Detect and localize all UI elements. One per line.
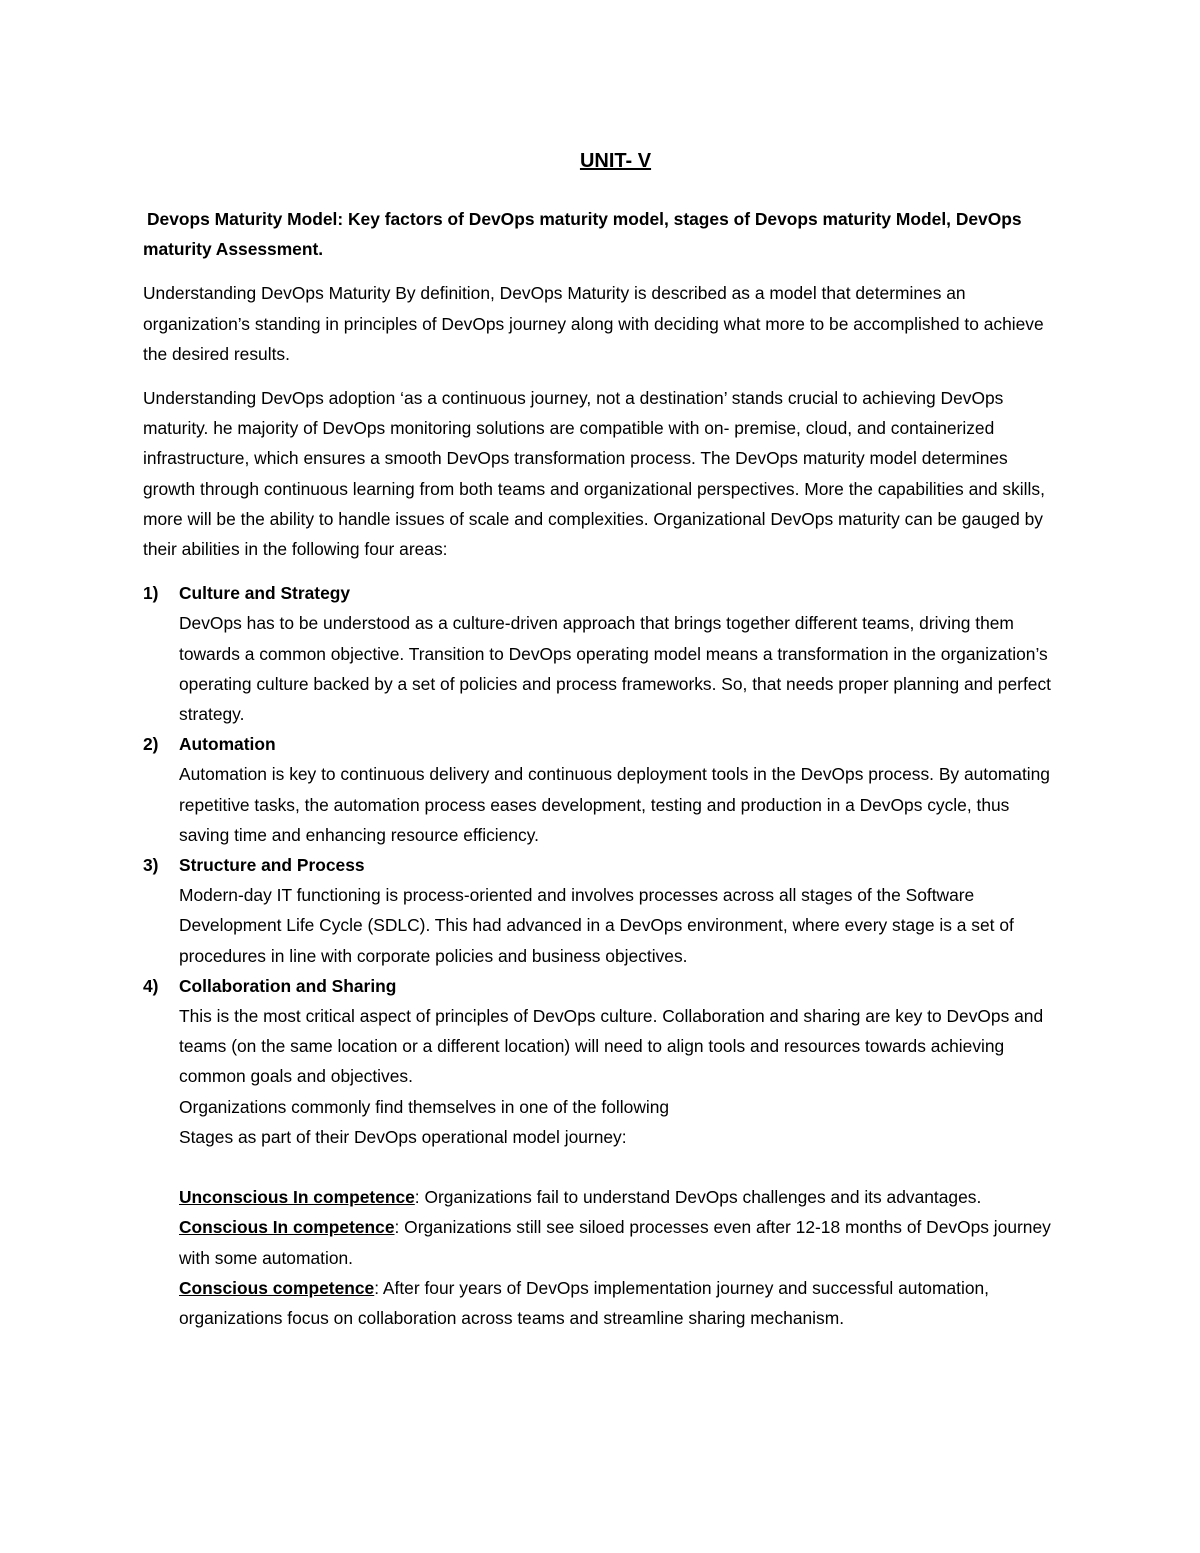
list-number: 2) <box>143 734 159 755</box>
factor-extra-line: Stages as part of their DevOps operational model journey: <box>179 1126 627 1147</box>
stage-description: : Organizations still see siloed processes even after 12-18 months of DevOps journey with some automation. <box>179 1217 1051 1268</box>
factor-heading: Culture and Strategy <box>179 583 351 604</box>
list-item <box>143 971 1058 1152</box>
factor-body: DevOps has to be understood as a culture-driven approach that brings together different teams, driving them towards a common objective. Transition to DevOps operating model means a transformation in the organization’s operating culture backed by a set of policies and process frameworks. So, that needs proper planning and perfect strategy. <box>179 613 1051 725</box>
stage-term: Unconscious In competence <box>179 1187 415 1208</box>
unit-subtitle: Devops Maturity Model: Key factors of DevOps maturity model, stages of Devops maturity Model, DevOps maturity Assessment. <box>143 209 1022 260</box>
list-number: 1) <box>143 583 159 604</box>
factors-list <box>143 578 1058 1152</box>
document-content <box>143 140 1058 1333</box>
paragraph-adoption: Understanding DevOps adoption ‘as a continuous journey, not a destination’ stands crucial to achieving DevOps maturity. he majority of DevOps monitoring solutions are compatible with on- premise, cloud, and containerized infrastructure, which ensures a smooth DevOps transformation process. The DevOps maturity model determines growth through continuous learning from both teams and organizational perspectives. More the capabilities and skills, more will be the ability to handle issues of scale and complexities. Organizational DevOps maturity can be gauged by their abilities in the following four areas: <box>143 388 1045 560</box>
stage-item <box>179 1273 1058 1333</box>
list-number: 3) <box>143 855 159 876</box>
stage-term: Conscious competence <box>179 1277 375 1298</box>
factor-heading: Automation <box>179 734 276 755</box>
factor-heading: Structure and Process <box>179 855 365 876</box>
list-item <box>143 578 1058 729</box>
stage-description: : After four years of DevOps implementation journey and successful automation, organizations focus on collaboration across teams and streamline sharing mechanism. <box>179 1277 989 1328</box>
stage-item <box>179 1212 1058 1272</box>
factor-body: Automation is key to continuous delivery and continuous deployment tools in the DevOps process. By automating repetitive tasks, the automation process eases development, testing and production in a DevOps cycle, thus saving time and enhancing resource efficiency. <box>179 764 1050 845</box>
factor-heading: Collaboration and Sharing <box>179 975 397 996</box>
list-item <box>143 729 1058 850</box>
stage-description: : Organizations fail to understand DevOps challenges and its advantages. <box>414 1187 982 1208</box>
page-title: UNIT- V <box>579 150 652 172</box>
stage-term: Conscious In competence <box>179 1217 395 1238</box>
factor-extra-line: Organizations commonly find themselves in one of the following <box>179 1096 670 1117</box>
factor-body: Modern-day IT functioning is process-oriented and involves processes across all stages of the Software Development Life Cycle (SDLC). This had advanced in a DevOps environment, where every stage is a set of procedures in line with corporate policies and business objectives. <box>179 885 1014 966</box>
stage-item <box>179 1182 1058 1212</box>
stages-list <box>179 1182 1058 1333</box>
factor-body: This is the most critical aspect of principles of DevOps culture. Collaboration and sharing are key to DevOps and teams (on the same location or a different location) will need to align tools and resources towards achieving common goals and objectives. <box>179 1006 1044 1087</box>
list-number: 4) <box>143 975 159 996</box>
paragraph-definition: Understanding DevOps Maturity By definition, DevOps Maturity is described as a model that determines an organization’s standing in principles of DevOps journey along with deciding what more to be accomplished to achieve the desired results. <box>143 283 1044 364</box>
list-item <box>143 850 1058 971</box>
